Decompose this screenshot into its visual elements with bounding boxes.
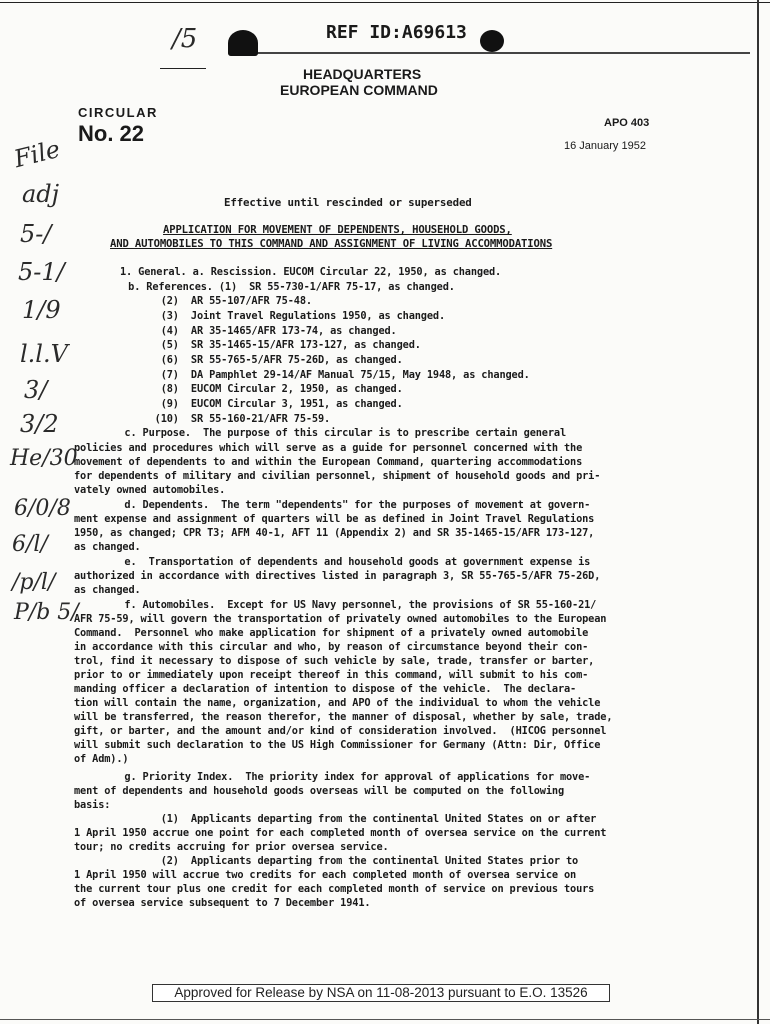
handwritten-note: P/b 5/	[14, 600, 79, 625]
hq-left-rule	[160, 68, 206, 69]
body-line: in accordance with this circular and who, by reason of circumstance beyond their con-	[74, 641, 589, 653]
hq-line-2: EUROPEAN COMMAND	[280, 82, 438, 98]
body-line: gift, or barter, and the amount and/or kind of consideration involved. (HICOG personnel	[74, 725, 607, 737]
body-line: the current tour plus one credit for each completed month of service on previous tours	[74, 883, 595, 895]
body-line: (10) SR 55-160-21/AFR 75-59.	[76, 413, 331, 425]
body-line: 1. General. a. Rescission. EUCOM Circular 22, 1950, as changed.	[120, 266, 502, 278]
body-line: ment of dependents and household goods overseas will be computed on the following	[74, 785, 564, 797]
body-line: AFR 75-59, will govern the transportation of privately owned automobiles to the European	[74, 613, 607, 625]
body-line: as changed.	[74, 541, 141, 553]
body-line: (8) EUCOM Circular 2, 1950, as changed.	[76, 383, 403, 395]
circular-number: No. 22	[78, 121, 145, 146]
title-line-2: AND AUTOMOBILES TO THIS COMMAND AND ASSIGNMENT OF LIVING ACCOMMODATIONS	[110, 238, 553, 250]
body-line: (3) Joint Travel Regulations 1950, as changed.	[76, 310, 446, 322]
apo: APO 403	[604, 117, 650, 129]
body-line: g. Priority Index. The priority index for approval of applications for move-	[76, 771, 591, 783]
body-line: (4) AR 35-1465/AFR 173-74, as changed.	[76, 325, 397, 337]
body-line: (2) Applicants departing from the continental United States prior to	[76, 855, 579, 867]
body-line: 1950, as changed; CPR T3; AFM 40-1, AFT 11 (Appendix 2) and SR 35-1465-15/AFR 173-127,	[74, 527, 595, 539]
body-line: f. Automobiles. Except for US Navy personnel, the provisions of SR 55-160-21/	[76, 599, 597, 611]
body-line: (1) Applicants departing from the continental United States on or after	[76, 813, 597, 825]
body-line: movement of dependents to and within the European Command, quartering accommodations	[74, 456, 583, 468]
body-line: ment expense and assignment of quarters will be as defined in Joint Travel Regulations	[74, 513, 595, 525]
body-line: for dependents of military and civilian personnel, shipment of household goods and pri-	[74, 470, 601, 482]
body-line: d. Dependents. The term "dependents" for the purposes of movement at govern-	[76, 499, 591, 511]
body-line: will submit such declaration to the US High Commissioner for Germany (Attn: Dir, Office	[74, 739, 601, 751]
body-line: of oversea service subsequent to 7 December 1941.	[74, 897, 371, 909]
body-line: as changed.	[74, 584, 141, 596]
handwritten-note: 6/0/8	[14, 496, 71, 521]
body-line: (7) DA Pamphlet 29-14/AF Manual 75/15, May 1948, as changed.	[76, 369, 530, 381]
body-line: authorized in accordance with directives listed in paragraph 3, SR 55-765-5/AFR 75-26D,	[74, 570, 601, 582]
right-border-line	[757, 0, 759, 1024]
handwritten-note: /5	[172, 24, 198, 54]
body-line: 1 April 1950 accrue one point for each completed month of oversea service on the current	[74, 827, 607, 839]
body-line: c. Purpose. The purpose of this circular is to prescribe certain general	[76, 427, 566, 439]
body-line: basis:	[74, 799, 111, 811]
body-line: Command. Personnel who make application for shipment of a privately owned automobile	[74, 627, 589, 639]
handwritten-note: /p/l/	[12, 570, 56, 595]
handwritten-note: 5-/	[20, 220, 52, 248]
bottom-border-line	[0, 1019, 770, 1020]
handwritten-note: 3/	[24, 376, 48, 404]
body-line: (9) EUCOM Circular 3, 1951, as changed.	[76, 398, 403, 410]
body-line: will be transferred, the reason therefor, the manner of disposal, whether by sale, trade,	[74, 711, 613, 723]
body-line: of Adm).)	[74, 753, 129, 765]
body-line: (2) AR 55-107/AFR 75-48.	[76, 295, 312, 307]
body-line: trol, find it necessary to dispose of such vehicle by sale, trade, transfer or barter,	[74, 655, 595, 667]
date: 16 January 1952	[564, 140, 646, 152]
circular-label: CIRCULAR	[78, 105, 158, 120]
seal-mark	[228, 30, 258, 56]
body-line: b. References. (1) SR 55-730-1/AFR 75-17, as changed.	[110, 281, 455, 293]
effective-line: Effective until rescinded or superseded	[224, 196, 472, 209]
body-line: vately owned automobiles.	[74, 484, 226, 496]
body-line: tour; no credits accruing for prior oversea service.	[74, 841, 389, 853]
body-line: 1 April 1950 will accrue two credits for each completed month of oversea service on	[74, 869, 577, 881]
handwritten-note: 6/l/	[12, 532, 48, 557]
handwritten-note: l.l.V	[20, 340, 68, 368]
body-line: prior to or immediately upon receipt thereof in this command, will submit to his com-	[74, 669, 589, 681]
ref-underline	[230, 52, 750, 54]
handwritten-note: adj	[22, 180, 60, 208]
seal-mark-right	[480, 30, 504, 52]
body-line: e. Transportation of dependents and household goods at government expense is	[76, 556, 591, 568]
top-border-line	[0, 2, 770, 3]
title-line-1: APPLICATION FOR MOVEMENT OF DEPENDENTS, HOUSEHOLD GOODS,	[163, 224, 512, 236]
release-stamp: Approved for Release by NSA on 11-08-2013 pursuant to E.O. 13526	[152, 984, 610, 1002]
handwritten-note: File	[11, 134, 63, 174]
ref-id: REF ID:A69613	[326, 22, 467, 43]
body-line: tion will contain the name, organization, and APO of the individual to whom the vehicle	[74, 697, 601, 709]
handwritten-note: 3/2	[20, 410, 59, 438]
body-line: (6) SR 55-765-5/AFR 75-26D, as changed.	[76, 354, 403, 366]
hq-line-1: HEADQUARTERS	[303, 66, 422, 82]
body-line: manding officer a declaration of intention to dispose of the vehicle. The declara-	[74, 683, 577, 695]
handwritten-note: 5-1/	[18, 258, 65, 286]
body-line: (5) SR 35-1465-15/AFR 173-127, as changed.	[76, 339, 421, 351]
handwritten-note: He/30	[10, 446, 78, 471]
body-line: policies and procedures which will serve as a guide for personnel concerned with the	[74, 442, 583, 454]
handwritten-note: 1/9	[22, 296, 61, 324]
